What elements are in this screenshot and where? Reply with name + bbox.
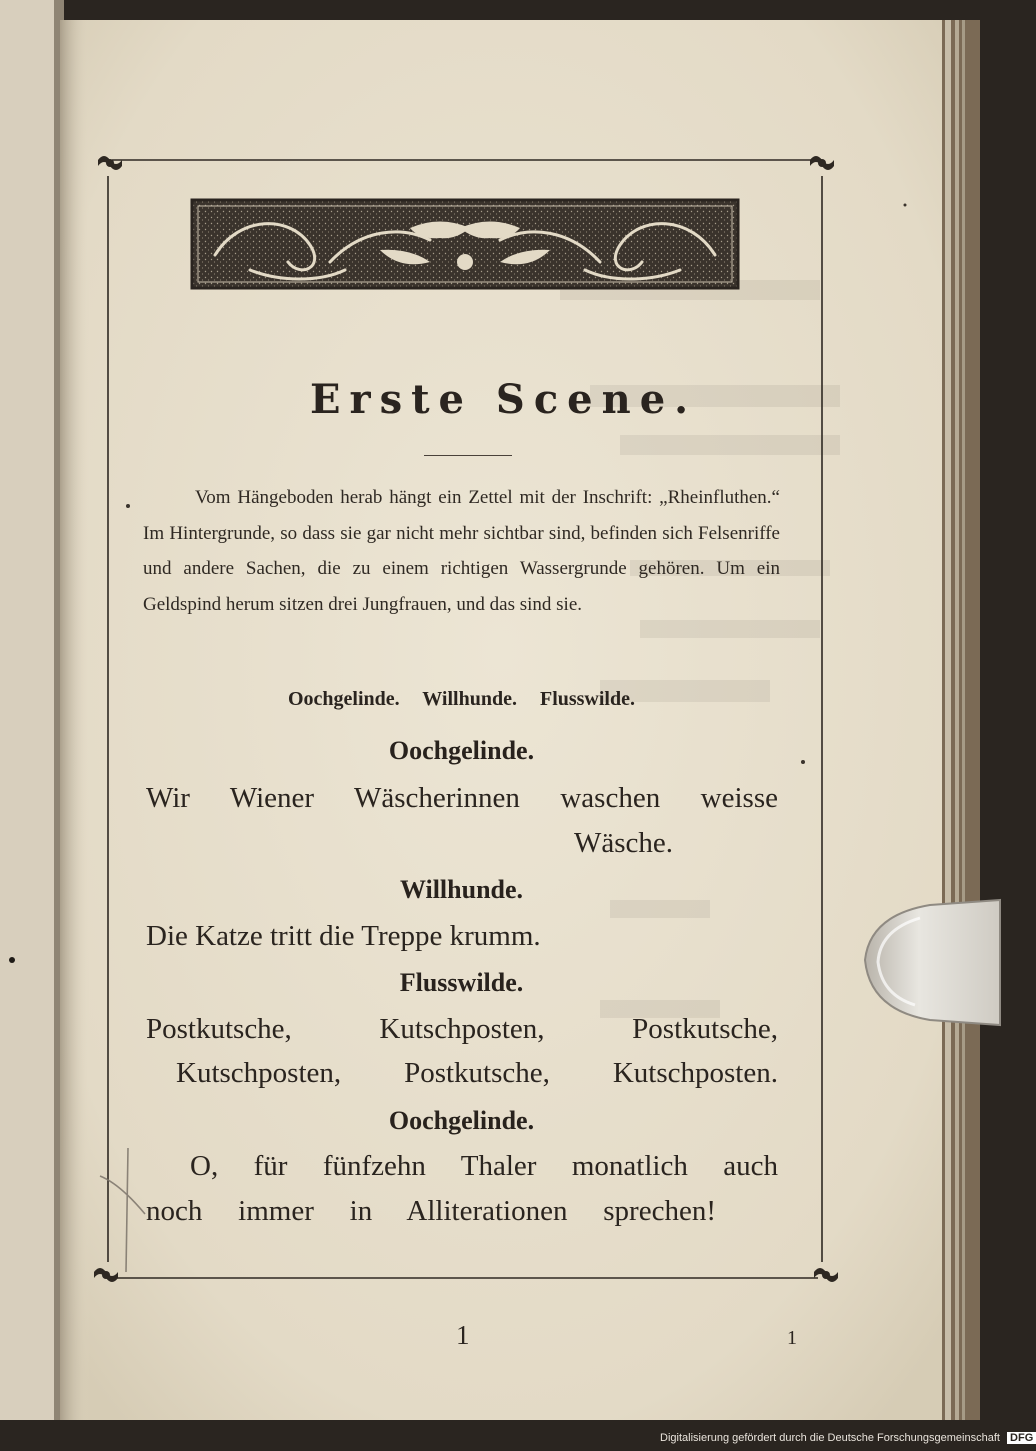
speaker-flusswilde: Flusswilde.: [399, 968, 524, 997]
page-number: 1: [456, 1320, 470, 1350]
ornamental-headpiece: [192, 200, 738, 288]
dialogue-line: Kutschposten, Postkutsche, Kutschposten.: [176, 1057, 778, 1089]
dialogue-line: Wäsche.: [574, 827, 674, 859]
stage-direction-text: Vom Hängeboden herab hängt ein Zettel mit der Inschrift: „Rheinfluthen.“ Im Hintergrunde, so dass sie gar nicht mehr sichtbar sind, befinden sich Felsenriffe und andere Sachen, die zu einem richtigen Wassergrunde gehören. Um ein Geldspind herum sitzen drei Jungfrauen, und das sind sie.: [143, 487, 780, 615]
speaker-oochgelinde: Oochgelinde.: [388, 1106, 535, 1135]
footer-credit: [660, 1432, 1036, 1444]
dialogue-line: Die Katze tritt die Treppe krumm.: [146, 920, 541, 952]
dialogue-line: Wir Wiener Wäscherinnen waschen weisse: [146, 782, 778, 814]
dfg-logo: DFG: [1007, 1432, 1036, 1444]
footer-credit-text: Digitalisierung gefördert durch die Deutsche Forschungsgemeinschaft: [660, 1432, 1000, 1444]
character-list: Oochgelinde. Willhunde. Flusswilde.: [287, 688, 635, 710]
left-page-edge: [0, 0, 60, 1420]
sheet-number: 1: [787, 1327, 797, 1349]
title-rule: [424, 455, 512, 456]
stage-direction: [143, 480, 780, 622]
dialogue-line: noch immer in Alliterationen sprechen!: [146, 1195, 716, 1227]
dialogue-line: Postkutsche, Kutschposten, Postkutsche,: [146, 1013, 778, 1045]
speaker-oochgelinde: Oochgelinde.: [388, 736, 535, 765]
dialogue-line: O, für fünfzehn Thaler monatlich auch: [190, 1150, 778, 1182]
scene-title: Erste Scene.: [310, 376, 698, 423]
speaker-willhunde: Willhunde.: [399, 875, 524, 904]
